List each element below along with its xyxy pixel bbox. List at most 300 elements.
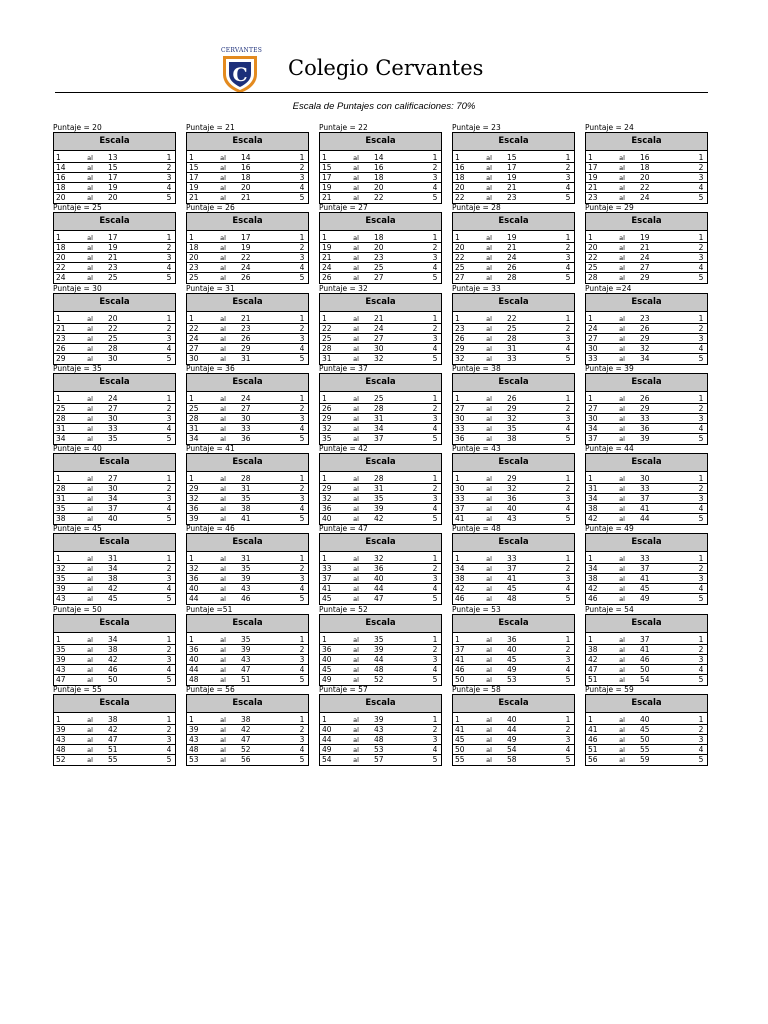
range-connector: al bbox=[353, 184, 359, 192]
cell-spacer bbox=[658, 564, 695, 573]
table-row bbox=[54, 243, 175, 253]
range-end: 36 bbox=[507, 634, 517, 644]
score-table-title: Puntaje = 47 bbox=[319, 524, 368, 534]
range-end: 33 bbox=[108, 423, 118, 433]
range-start: 27 bbox=[588, 403, 598, 413]
range-connector: al bbox=[87, 154, 93, 162]
grade-value: 2 bbox=[166, 484, 172, 494]
table-row bbox=[320, 273, 441, 283]
range-start: 1 bbox=[455, 233, 460, 243]
table-row bbox=[586, 344, 707, 354]
cell-spacer bbox=[126, 253, 163, 262]
grade-value: 1 bbox=[299, 474, 305, 484]
range-end: 44 bbox=[374, 584, 384, 594]
range-start: 44 bbox=[189, 664, 199, 674]
score-table-body bbox=[186, 151, 309, 204]
cell-spacer bbox=[658, 344, 695, 353]
cell-spacer bbox=[259, 273, 296, 283]
cell-spacer bbox=[525, 344, 562, 353]
table-row bbox=[320, 153, 441, 163]
grade-value: 2 bbox=[166, 323, 172, 333]
range-start: 1 bbox=[56, 634, 61, 644]
cell-spacer bbox=[259, 645, 296, 654]
range-connector: al bbox=[486, 234, 492, 243]
grade-value: 2 bbox=[432, 163, 438, 172]
range-end: 34 bbox=[108, 634, 118, 644]
range-end: 37 bbox=[507, 564, 517, 574]
grade-value: 1 bbox=[565, 554, 571, 564]
table-row bbox=[453, 394, 574, 404]
table-row bbox=[320, 755, 441, 765]
range-end: 19 bbox=[108, 183, 118, 192]
score-table bbox=[319, 284, 442, 364]
range-end: 32 bbox=[640, 343, 650, 353]
table-row bbox=[586, 715, 707, 725]
range-start: 37 bbox=[455, 644, 465, 654]
cell-spacer bbox=[126, 424, 163, 433]
school-name: Colegio Cervantes bbox=[288, 56, 484, 80]
range-connector: al bbox=[220, 314, 226, 323]
cell-spacer bbox=[392, 324, 429, 333]
range-connector: al bbox=[486, 254, 492, 263]
range-start: 28 bbox=[56, 413, 66, 423]
range-connector: al bbox=[87, 645, 93, 654]
range-connector: al bbox=[486, 555, 492, 564]
range-start: 24 bbox=[322, 263, 332, 273]
cell-spacer bbox=[525, 735, 562, 744]
grade-value: 1 bbox=[698, 634, 704, 644]
range-end: 35 bbox=[507, 423, 517, 433]
range-connector: al bbox=[486, 665, 492, 674]
range-start: 40 bbox=[189, 584, 199, 594]
range-connector: al bbox=[486, 154, 492, 162]
range-connector: al bbox=[353, 234, 359, 243]
table-row bbox=[54, 434, 175, 444]
grade-value: 3 bbox=[565, 333, 571, 343]
range-start: 34 bbox=[189, 433, 199, 443]
cell-spacer bbox=[525, 755, 562, 765]
range-connector: al bbox=[353, 254, 359, 263]
range-start: 32 bbox=[455, 353, 465, 363]
table-row bbox=[320, 474, 441, 484]
range-end: 29 bbox=[640, 403, 650, 413]
table-row bbox=[187, 675, 308, 685]
range-end: 33 bbox=[241, 423, 251, 433]
escala-header: Escala bbox=[319, 293, 442, 312]
score-table-body bbox=[53, 312, 176, 365]
cell-spacer bbox=[525, 153, 562, 162]
score-table bbox=[186, 364, 309, 444]
range-start: 46 bbox=[455, 664, 465, 674]
range-end: 26 bbox=[241, 273, 251, 283]
range-end: 19 bbox=[241, 243, 251, 253]
range-end: 13 bbox=[108, 153, 118, 162]
range-connector: al bbox=[220, 334, 226, 343]
range-connector: al bbox=[486, 174, 492, 182]
escala-header: Escala bbox=[452, 293, 575, 312]
grade-value: 3 bbox=[299, 253, 305, 263]
table-row bbox=[453, 675, 574, 685]
grade-value: 5 bbox=[698, 755, 704, 765]
range-end: 31 bbox=[241, 554, 251, 564]
grade-value: 5 bbox=[565, 433, 571, 443]
grade-value: 2 bbox=[565, 564, 571, 574]
escala-header: Escala bbox=[186, 293, 309, 312]
range-connector: al bbox=[220, 565, 226, 574]
cell-spacer bbox=[259, 354, 296, 364]
cell-spacer bbox=[126, 735, 163, 744]
range-start: 1 bbox=[588, 153, 593, 162]
range-start: 1 bbox=[588, 313, 593, 323]
score-table-body bbox=[585, 472, 708, 525]
score-table bbox=[585, 203, 708, 283]
range-start: 35 bbox=[56, 574, 66, 584]
grade-value: 4 bbox=[166, 504, 172, 514]
range-start: 1 bbox=[588, 634, 593, 644]
table-row bbox=[320, 635, 441, 645]
range-connector: al bbox=[619, 174, 625, 182]
range-start: 1 bbox=[455, 313, 460, 323]
escala-header: Escala bbox=[53, 453, 176, 472]
grade-value: 2 bbox=[166, 403, 172, 413]
table-row bbox=[54, 484, 175, 494]
escala-header: Escala bbox=[319, 533, 442, 552]
cell-spacer bbox=[658, 414, 695, 423]
grade-value: 3 bbox=[698, 333, 704, 343]
cell-spacer bbox=[259, 344, 296, 353]
score-table bbox=[319, 123, 442, 203]
grade-value: 4 bbox=[432, 664, 438, 674]
range-end: 33 bbox=[640, 554, 650, 564]
range-start: 39 bbox=[189, 725, 199, 735]
range-end: 57 bbox=[374, 755, 384, 765]
range-connector: al bbox=[220, 635, 226, 644]
grade-value: 5 bbox=[565, 594, 571, 604]
grade-value: 2 bbox=[432, 484, 438, 494]
range-end: 44 bbox=[374, 654, 384, 664]
cell-spacer bbox=[259, 163, 296, 172]
cell-spacer bbox=[126, 494, 163, 503]
range-connector: al bbox=[619, 404, 625, 413]
range-end: 28 bbox=[507, 333, 517, 343]
range-end: 40 bbox=[507, 644, 517, 654]
range-end: 27 bbox=[374, 273, 384, 283]
range-end: 38 bbox=[241, 715, 251, 725]
cell-spacer bbox=[392, 564, 429, 573]
score-table-title: Puntaje = 54 bbox=[585, 604, 634, 614]
range-connector: al bbox=[220, 164, 226, 172]
range-start: 18 bbox=[56, 183, 66, 192]
range-connector: al bbox=[353, 334, 359, 343]
cell-spacer bbox=[126, 755, 163, 765]
grade-value: 1 bbox=[432, 554, 438, 564]
range-start: 17 bbox=[588, 163, 598, 172]
table-row bbox=[453, 344, 574, 354]
range-end: 31 bbox=[507, 343, 517, 353]
range-start: 24 bbox=[588, 323, 598, 333]
cell-spacer bbox=[525, 253, 562, 262]
range-end: 32 bbox=[507, 413, 517, 423]
score-table-body bbox=[53, 392, 176, 445]
cell-spacer bbox=[658, 334, 695, 343]
grade-value: 3 bbox=[299, 413, 305, 423]
range-end: 33 bbox=[640, 484, 650, 494]
range-end: 26 bbox=[241, 333, 251, 343]
range-connector: al bbox=[87, 394, 93, 403]
range-end: 22 bbox=[374, 193, 384, 202]
range-start: 40 bbox=[322, 725, 332, 735]
range-connector: al bbox=[619, 194, 625, 202]
grade-value: 4 bbox=[299, 504, 305, 514]
range-start: 16 bbox=[56, 173, 66, 182]
range-connector: al bbox=[220, 555, 226, 564]
cell-spacer bbox=[126, 745, 163, 754]
score-table-body bbox=[53, 713, 176, 766]
grade-value: 4 bbox=[565, 423, 571, 433]
table-row bbox=[54, 173, 175, 183]
range-end: 24 bbox=[507, 253, 517, 263]
table-row bbox=[453, 474, 574, 484]
range-end: 32 bbox=[374, 353, 384, 363]
table-row bbox=[586, 314, 707, 324]
cell-spacer bbox=[126, 574, 163, 583]
range-connector: al bbox=[353, 585, 359, 594]
grade-value: 3 bbox=[565, 413, 571, 423]
grade-value: 5 bbox=[432, 755, 438, 765]
range-connector: al bbox=[619, 344, 625, 353]
range-connector: al bbox=[220, 424, 226, 433]
range-end: 38 bbox=[108, 715, 118, 725]
grade-value: 4 bbox=[698, 423, 704, 433]
range-start: 51 bbox=[588, 745, 598, 755]
cell-spacer bbox=[658, 404, 695, 413]
range-connector: al bbox=[619, 394, 625, 403]
range-connector: al bbox=[87, 254, 93, 263]
cell-spacer bbox=[525, 424, 562, 433]
cell-spacer bbox=[259, 183, 296, 192]
range-start: 28 bbox=[322, 343, 332, 353]
table-row bbox=[586, 334, 707, 344]
range-start: 25 bbox=[189, 403, 199, 413]
table-row bbox=[586, 755, 707, 765]
grade-value: 2 bbox=[166, 243, 172, 253]
grade-value: 5 bbox=[698, 674, 704, 684]
range-start: 1 bbox=[56, 393, 61, 403]
range-connector: al bbox=[220, 244, 226, 253]
table-row bbox=[586, 514, 707, 524]
range-end: 25 bbox=[108, 273, 118, 283]
range-connector: al bbox=[87, 354, 93, 363]
range-connector: al bbox=[353, 635, 359, 644]
score-table bbox=[319, 685, 442, 765]
table-row bbox=[54, 745, 175, 755]
score-table bbox=[452, 524, 575, 604]
table-row bbox=[54, 263, 175, 273]
range-end: 27 bbox=[108, 474, 118, 484]
score-table-title: Puntaje = 58 bbox=[452, 685, 501, 695]
range-end: 47 bbox=[374, 594, 384, 604]
grade-value: 3 bbox=[565, 735, 571, 745]
table-row bbox=[453, 354, 574, 364]
grade-value: 5 bbox=[299, 353, 305, 363]
grade-value: 1 bbox=[166, 715, 172, 725]
range-end: 42 bbox=[374, 514, 384, 524]
range-start: 36 bbox=[189, 504, 199, 514]
range-start: 46 bbox=[455, 594, 465, 604]
grade-value: 4 bbox=[299, 745, 305, 755]
escala-header: Escala bbox=[452, 614, 575, 633]
range-end: 24 bbox=[241, 263, 251, 273]
range-start: 42 bbox=[588, 584, 598, 594]
range-start: 48 bbox=[56, 745, 66, 755]
range-start: 31 bbox=[56, 494, 66, 504]
range-connector: al bbox=[619, 485, 625, 494]
range-connector: al bbox=[87, 726, 93, 735]
range-connector: al bbox=[353, 274, 359, 283]
range-connector: al bbox=[220, 264, 226, 273]
range-connector: al bbox=[353, 174, 359, 182]
score-table-body bbox=[319, 472, 442, 525]
range-connector: al bbox=[220, 354, 226, 363]
table-row bbox=[187, 434, 308, 444]
score-table-body bbox=[319, 151, 442, 204]
score-table bbox=[186, 524, 309, 604]
cell-spacer bbox=[658, 574, 695, 583]
grade-value: 4 bbox=[565, 343, 571, 353]
score-table bbox=[452, 444, 575, 524]
cell-spacer bbox=[658, 474, 695, 483]
cell-spacer bbox=[525, 715, 562, 724]
range-connector: al bbox=[353, 655, 359, 664]
score-table-body bbox=[319, 231, 442, 284]
range-end: 44 bbox=[507, 725, 517, 735]
cell-spacer bbox=[259, 233, 296, 242]
range-start: 27 bbox=[588, 333, 598, 343]
table-row bbox=[187, 354, 308, 364]
grade-value: 2 bbox=[432, 564, 438, 574]
range-connector: al bbox=[353, 665, 359, 674]
grade-value: 2 bbox=[299, 564, 305, 574]
range-end: 18 bbox=[374, 233, 384, 243]
cell-spacer bbox=[259, 755, 296, 765]
table-row bbox=[54, 665, 175, 675]
table-row bbox=[453, 635, 574, 645]
range-connector: al bbox=[486, 264, 492, 273]
range-connector: al bbox=[220, 505, 226, 514]
table-row bbox=[586, 414, 707, 424]
grade-value: 3 bbox=[432, 574, 438, 584]
cell-spacer bbox=[259, 735, 296, 744]
table-row bbox=[54, 755, 175, 765]
range-connector: al bbox=[220, 756, 226, 765]
table-row bbox=[320, 574, 441, 584]
table-row bbox=[54, 554, 175, 564]
range-connector: al bbox=[486, 194, 492, 202]
table-row bbox=[453, 504, 574, 514]
range-start: 36 bbox=[189, 644, 199, 654]
range-connector: al bbox=[87, 635, 93, 644]
score-table-body bbox=[186, 633, 309, 686]
grade-value: 1 bbox=[432, 233, 438, 243]
score-table-title: Puntaje = 41 bbox=[186, 444, 235, 454]
cell-spacer bbox=[392, 153, 429, 162]
range-end: 53 bbox=[374, 745, 384, 755]
range-end: 15 bbox=[108, 163, 118, 172]
range-start: 31 bbox=[189, 423, 199, 433]
range-end: 38 bbox=[241, 504, 251, 514]
range-end: 25 bbox=[507, 323, 517, 333]
range-end: 48 bbox=[374, 735, 384, 745]
range-end: 35 bbox=[241, 634, 251, 644]
shield-icon bbox=[221, 54, 259, 94]
cell-spacer bbox=[126, 665, 163, 674]
table-row bbox=[54, 193, 175, 203]
range-start: 38 bbox=[588, 574, 598, 584]
escala-header: Escala bbox=[585, 453, 708, 472]
table-row bbox=[586, 675, 707, 685]
grade-value: 5 bbox=[432, 273, 438, 283]
table-row bbox=[586, 665, 707, 675]
range-start: 1 bbox=[455, 474, 460, 484]
range-connector: al bbox=[220, 475, 226, 484]
cell-spacer bbox=[126, 344, 163, 353]
range-connector: al bbox=[353, 264, 359, 273]
range-end: 40 bbox=[640, 715, 650, 725]
table-row bbox=[54, 645, 175, 655]
range-connector: al bbox=[619, 495, 625, 504]
range-start: 1 bbox=[189, 634, 194, 644]
range-start: 1 bbox=[189, 233, 194, 243]
score-table-title: Puntaje = 48 bbox=[452, 524, 501, 534]
score-table-title: Puntaje = 57 bbox=[319, 685, 368, 695]
table-row bbox=[586, 173, 707, 183]
range-connector: al bbox=[619, 736, 625, 745]
escala-header: Escala bbox=[319, 614, 442, 633]
table-row bbox=[586, 354, 707, 364]
cell-spacer bbox=[658, 514, 695, 524]
grade-value: 5 bbox=[432, 433, 438, 443]
cell-spacer bbox=[259, 404, 296, 413]
escala-header: Escala bbox=[585, 212, 708, 231]
grade-value: 1 bbox=[299, 233, 305, 243]
score-table-body bbox=[452, 231, 575, 284]
cell-spacer bbox=[525, 233, 562, 242]
table-row bbox=[320, 434, 441, 444]
score-table-title: Puntaje = 36 bbox=[186, 363, 235, 373]
grade-value: 1 bbox=[299, 554, 305, 564]
cell-spacer bbox=[658, 434, 695, 444]
range-end: 34 bbox=[640, 353, 650, 363]
range-end: 30 bbox=[108, 413, 118, 423]
score-table bbox=[452, 685, 575, 765]
grade-value: 4 bbox=[698, 263, 704, 273]
cell-spacer bbox=[392, 434, 429, 444]
table-row bbox=[187, 324, 308, 334]
table-row bbox=[187, 635, 308, 645]
escala-header: Escala bbox=[319, 212, 442, 231]
range-end: 54 bbox=[507, 745, 517, 755]
cell-spacer bbox=[392, 424, 429, 433]
range-end: 26 bbox=[640, 323, 650, 333]
table-row bbox=[586, 645, 707, 655]
range-connector: al bbox=[619, 234, 625, 243]
cell-spacer bbox=[658, 193, 695, 203]
range-end: 32 bbox=[374, 554, 384, 564]
table-row bbox=[586, 233, 707, 243]
cell-spacer bbox=[392, 314, 429, 323]
range-connector: al bbox=[486, 565, 492, 574]
range-connector: al bbox=[353, 645, 359, 654]
